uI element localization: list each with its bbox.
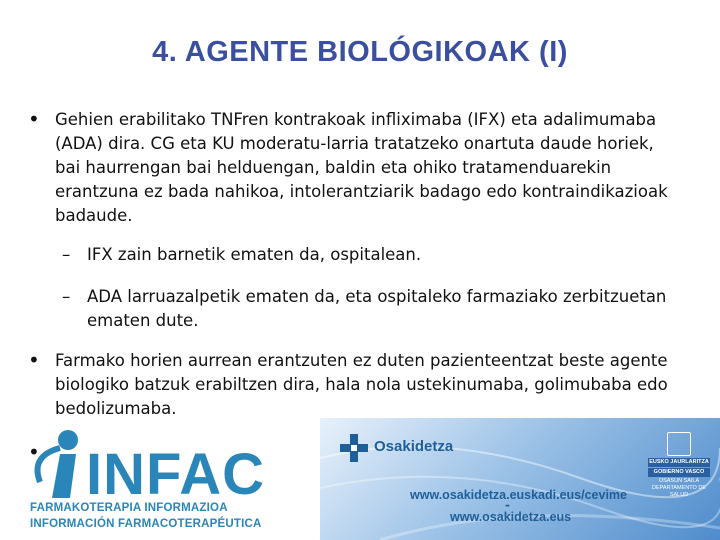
gov-line: GOBIERNO VASCO <box>648 468 710 477</box>
subitem-2-line: ematen dute. <box>87 311 199 330</box>
infac-tagline-eu: FARMAKOTERAPIA INFORMAZIOA <box>30 502 228 514</box>
bullet-1-text <box>55 108 695 228</box>
bullet-dot-icon: • <box>28 440 40 464</box>
subitem-2-line: ADA larruazalpetik ematen da, eta ospitaleko farmaziako zerbitzuetan <box>87 287 667 306</box>
en-dash-icon: – <box>62 287 71 306</box>
gov-line: EUSKO JAURLARITZA <box>649 459 709 465</box>
bullet-1-line: Gehien erabilitako TNFren kontrakoak infliximaba (IFX) eta adalimumaba <box>55 110 657 129</box>
shield-icon <box>667 432 691 456</box>
footer <box>0 418 720 540</box>
gobierno-vasco-logo <box>648 432 710 499</box>
bullet-1-line: erantzuna ez bada nahikoa, intolerantziarik badago edo kontraindikazioak <box>55 182 668 201</box>
bullet-2-line: Farmako horien aurrean erantzuten ez duten pazienteentzat beste agente <box>55 351 668 370</box>
gov-line: DEPARTAMENTO DE SALUD <box>652 485 706 498</box>
bullet-1-line: badaude. <box>55 206 133 225</box>
bullet-dot-icon: • <box>28 107 40 131</box>
url-osakidetza-link[interactable]: www.osakidetza.eus <box>450 510 572 524</box>
osakidetza-cross-icon <box>340 434 368 462</box>
gov-line: OSASUN SAILA <box>658 478 700 484</box>
infac-logo <box>30 426 270 502</box>
subitem-1-text: IFX zain barnetik ematen da, ospitalean. <box>87 245 422 264</box>
bullet-1-line: (ADA) dira. CG eta KU moderatu-larria tratatzeko onartuta daude horiek, <box>55 134 654 153</box>
url-separator: - <box>505 498 510 512</box>
url-cevime-link[interactable]: www.osakidetza.euskadi.eus/cevime <box>410 488 627 502</box>
bullet-2-line: biologiko batzuk erabiltzen dira, hala nola ustekinumaba, golimubaba edo <box>55 375 668 394</box>
en-dash-icon: – <box>62 245 71 264</box>
bullet-dot-icon: • <box>28 348 40 372</box>
osakidetza-logo-text: Osakidetza <box>374 438 454 455</box>
infac-logo-text: INFAC <box>86 442 265 502</box>
bullet-2-line: bedolizumaba. <box>55 399 177 418</box>
bullet-1-line: bai haurrengan bai helduengan, baldin eta ohiko tratamenduarekin <box>55 158 612 177</box>
bullet-2-text <box>55 349 695 421</box>
subitem-2-text <box>87 285 666 333</box>
slide-title: 4. AGENTE BIOLÓGIKOAK (I) <box>152 36 568 68</box>
infac-tagline-es: INFORMACIÓN FARMACOTERAPÉUTICA <box>30 518 262 530</box>
